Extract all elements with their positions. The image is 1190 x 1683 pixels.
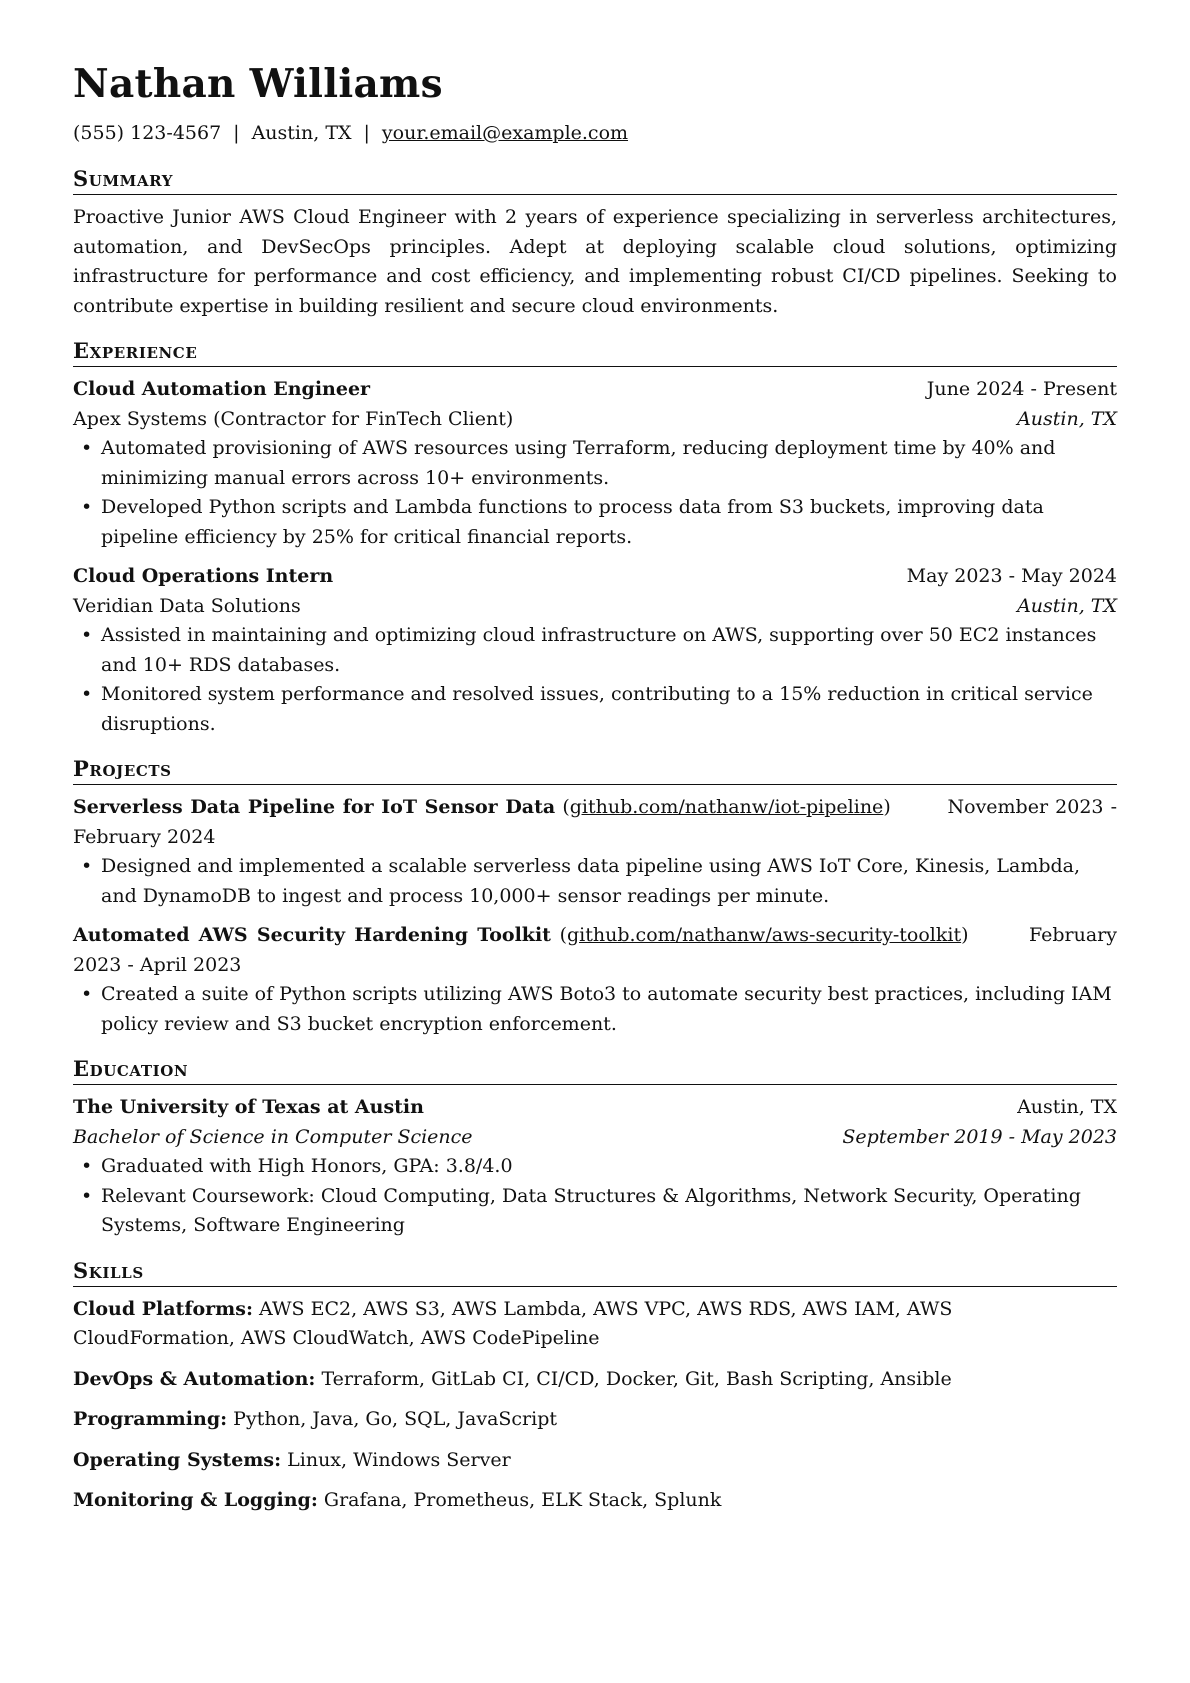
job-header-row xyxy=(73,562,1117,592)
job-entry xyxy=(73,375,1117,552)
project-dates: February 2023 - April 2023 xyxy=(73,924,1117,976)
skill-label: Cloud Platforms: xyxy=(73,1297,253,1320)
project-header: Serverless Data Pipeline for IoT Sensor Data (github.com/nathanw/iot-pipeline) November 2023 - February 2024 xyxy=(73,796,1118,848)
summary-section xyxy=(73,166,1117,321)
job-company-row xyxy=(73,405,1117,435)
job-company: Veridian Data Solutions xyxy=(73,594,301,617)
skill-value: Linux, Windows Server xyxy=(287,1448,511,1471)
contact-location: Austin, TX xyxy=(251,122,352,144)
project-bullets xyxy=(73,852,1117,911)
skill-label: Monitoring & Logging: xyxy=(73,1489,318,1511)
education-school: The University of Texas at Austin xyxy=(73,1096,424,1118)
project-dates: November 2023 - February 2024 xyxy=(73,796,1118,848)
project-link[interactable]: github.com/nathanw/aws-security-toolkit xyxy=(567,924,962,946)
education-location: Austin, TX xyxy=(1017,1096,1117,1118)
education-school-row xyxy=(73,1093,1117,1123)
skill-row xyxy=(73,1405,1117,1435)
projects-section xyxy=(73,756,1117,1039)
contact-separator: | xyxy=(363,122,370,144)
skills-section xyxy=(73,1258,1117,1516)
job-entry xyxy=(73,562,1117,739)
skill-label: Programming: xyxy=(73,1408,228,1430)
job-company: Apex Systems (Contractor for FinTech Client) xyxy=(73,407,514,430)
job-role: Cloud Automation Engineer xyxy=(73,378,371,400)
job-location: Austin, TX xyxy=(1017,407,1117,430)
contact-line xyxy=(73,120,1117,146)
skill-value: Terraform, GitLab CI, CI/CD, Docker, Git, Bash Scripting, Ansible xyxy=(321,1367,952,1390)
bullet-item: • Developed Python scripts and Lambda functions to process data from S3 buckets, improving data pipeline efficiency by 25% for critical financial reports. xyxy=(101,493,1117,552)
project-entry xyxy=(73,793,1117,911)
job-dates: June 2024 - Present xyxy=(926,378,1117,400)
bullet-item: • Designed and implemented a scalable serverless data pipeline using AWS IoT Core, Kinesis, Lambda, and DynamoDB to ingest and process 10,000+ sensor readings per minute. xyxy=(101,852,1117,911)
skill-row xyxy=(73,1446,1117,1476)
project-name: Serverless Data Pipeline for IoT Sensor Data xyxy=(73,796,556,818)
job-header-row xyxy=(73,375,1117,405)
education-dates: September 2019 - May 2023 xyxy=(842,1125,1117,1148)
section-title-skills: Skills xyxy=(73,1258,1117,1287)
skill-label: DevOps & Automation: xyxy=(73,1367,316,1390)
bullet-item: • Graduated with High Honors, GPA: 3.8/4.0 xyxy=(101,1152,1117,1182)
education-degree-row xyxy=(73,1123,1117,1153)
summary-text: Proactive Junior AWS Cloud Engineer with 2 years of experience specializing in serverless architectures, automation, and DevSecOps principles. Adept at deploying scalable cloud solutions, optimizing infrastructure for performance and cost efficiency, and implementing robust CI/CD pipelines. Seeking to contribute expertise in building resilient and secure cloud environments. xyxy=(73,206,1117,317)
section-title-education: Education xyxy=(73,1056,1117,1085)
education-bullets xyxy=(73,1152,1117,1241)
section-title-projects: Projects xyxy=(73,756,1117,785)
bullet-item: • Created a suite of Python scripts utilizing AWS Boto3 to automate security best practices, including IAM policy review and S3 bucket encryption enforcement. xyxy=(101,980,1117,1039)
job-role: Cloud Operations Intern xyxy=(73,565,334,587)
contact-phone: (555) 123-4567 xyxy=(73,122,222,144)
project-header: Automated AWS Security Hardening Toolkit (github.com/nathanw/aws-security-toolkit) February 2023 - April 2023 xyxy=(73,924,1117,976)
job-location: Austin, TX xyxy=(1017,594,1117,617)
education-degree: Bachelor of Science in Computer Science xyxy=(73,1125,473,1148)
contact-email-link[interactable]: your.email@example.com xyxy=(381,122,629,144)
skill-value: Python, Java, Go, SQL, JavaScript xyxy=(233,1408,558,1430)
project-name: Automated AWS Security Hardening Toolkit xyxy=(73,924,551,946)
skill-row xyxy=(73,1365,1117,1395)
project-bullets xyxy=(73,980,1117,1039)
section-title-summary: Summary xyxy=(73,166,1117,195)
skill-row xyxy=(73,1295,1117,1354)
education-section xyxy=(73,1056,1117,1241)
skill-value: Grafana, Prometheus, ELK Stack, Splunk xyxy=(323,1489,722,1511)
contact-separator: | xyxy=(233,122,240,144)
job-company-row xyxy=(73,592,1117,622)
job-bullets xyxy=(73,434,1117,552)
job-bullets xyxy=(73,621,1117,739)
project-entry xyxy=(73,921,1117,1039)
candidate-name: Nathan Williams xyxy=(73,61,443,107)
skill-label: Operating Systems: xyxy=(73,1448,282,1471)
job-dates: May 2023 - May 2024 xyxy=(906,565,1117,587)
bullet-item: • Assisted in maintaining and optimizing cloud infrastructure on AWS, supporting over 50 EC2 instances and 10+ RDS databases. xyxy=(101,621,1117,680)
skill-row xyxy=(73,1486,1117,1516)
skill-value: AWS EC2, AWS S3, AWS Lambda, AWS VPC, AWS RDS, AWS IAM, AWS CloudFormation, AWS CloudWatch, AWS CodePipeline xyxy=(73,1297,953,1349)
bullet-item: • Monitored system performance and resolved issues, contributing to a 15% reduction in critical service disruptions. xyxy=(101,680,1117,739)
education-entry xyxy=(73,1093,1117,1241)
experience-section xyxy=(73,338,1117,739)
bullet-item: • Automated provisioning of AWS resources using Terraform, reducing deployment time by 40% and minimizing manual errors across 10+ environments. xyxy=(101,434,1117,493)
project-link[interactable]: github.com/nathanw/iot-pipeline xyxy=(569,796,884,818)
section-title-experience: Experience xyxy=(73,338,1117,367)
bullet-item: • Relevant Coursework: Cloud Computing, Data Structures & Algorithms, Network Security, Operating Systems, Software Engineering xyxy=(101,1182,1117,1241)
